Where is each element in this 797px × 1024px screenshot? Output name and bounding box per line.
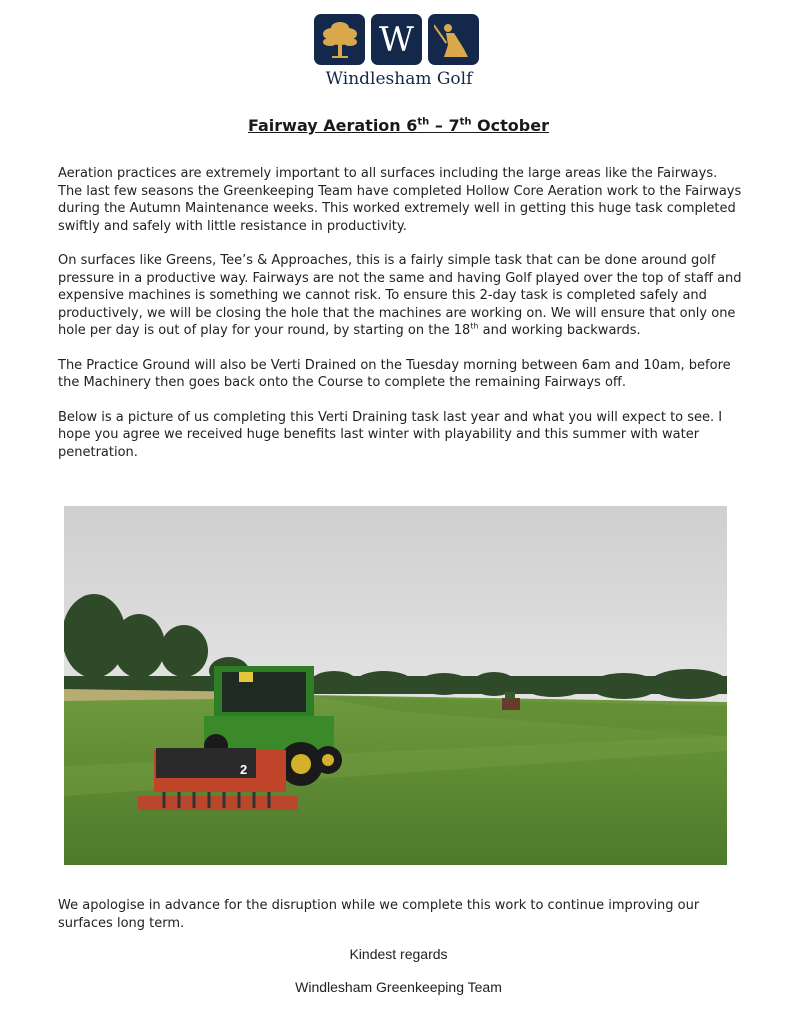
logo-tile-tree bbox=[314, 14, 365, 65]
fairway-scene-image bbox=[64, 506, 727, 865]
title-suffix: October bbox=[471, 116, 549, 135]
closing-paragraph: We apologise in advance for the disruption while we complete this work to continue improving our surfaces long term. bbox=[58, 898, 700, 931]
paragraph-closures-text: On surfaces like Greens, Tee’s & Approaches, this is a fairly simple task that can be done around golf pressure in a productive way. Fairways are not the same and having Golf played over the top of staff and expensive machines is something we cannot risk. To ensure this 2-day task is completed safely and productively, we will be closing the hole that the machines are working on. We will ensure that only one hole per day is out of play for your round, by starting on the 18 bbox=[58, 253, 742, 338]
tree-icon bbox=[320, 19, 360, 61]
aerator-number: 2 bbox=[240, 762, 248, 777]
paragraph-picture-intro: Below is a picture of us completing this Verti Draining task last year and what you will expect to see. I hope you agree we received huge benefits last winter with playability and this summer with water penetration. bbox=[58, 409, 723, 460]
aerator-graphic bbox=[138, 748, 298, 810]
title-middle: – 7 bbox=[429, 116, 460, 135]
logo-letter: W bbox=[379, 19, 414, 60]
paragraph-intro-line1: Aeration practices are extremely important to all surfaces including the large areas like the Fairways. bbox=[58, 166, 718, 181]
title-text bbox=[248, 116, 549, 135]
title-prefix: Fairway Aeration 6 bbox=[248, 116, 418, 135]
signoff-team: Windlesham Greenkeeping Team bbox=[295, 979, 502, 995]
paragraph-intro-line2: The last few seasons the Greenkeeping Team have completed Hollow Core Aeration work to the Fairways during the Autumn Maintenance weeks. This worked extremely well in getting this huge task completed swiftly and safely with little resistance in productivity. bbox=[58, 183, 742, 234]
fairway-photo bbox=[64, 506, 727, 865]
paragraph-closures bbox=[58, 252, 748, 340]
logo-tiles bbox=[314, 14, 484, 65]
title-sup-end: th bbox=[459, 116, 472, 128]
paragraph-intro bbox=[58, 165, 748, 235]
title-sup-start: th bbox=[417, 116, 430, 128]
brand-name: Windlesham Golf bbox=[325, 69, 473, 89]
paragraph-closures-end: and working backwards. bbox=[478, 323, 641, 338]
letter-body bbox=[58, 165, 748, 478]
logo-tile-letter bbox=[371, 14, 422, 65]
windlesham-logo bbox=[314, 14, 484, 94]
golfer-icon bbox=[434, 19, 474, 61]
paragraph-closures-sup: th bbox=[470, 321, 479, 331]
logo-tile-golfer bbox=[428, 14, 479, 65]
kindest-regards: Kindest regards bbox=[349, 946, 448, 962]
page-title bbox=[0, 116, 797, 135]
paragraph-practice-ground: The Practice Ground will also be Verti Drained on the Tuesday morning between 6am and 10am, before the Machinery then goes back onto the Course to complete the remaining Fairways off. bbox=[58, 357, 731, 390]
